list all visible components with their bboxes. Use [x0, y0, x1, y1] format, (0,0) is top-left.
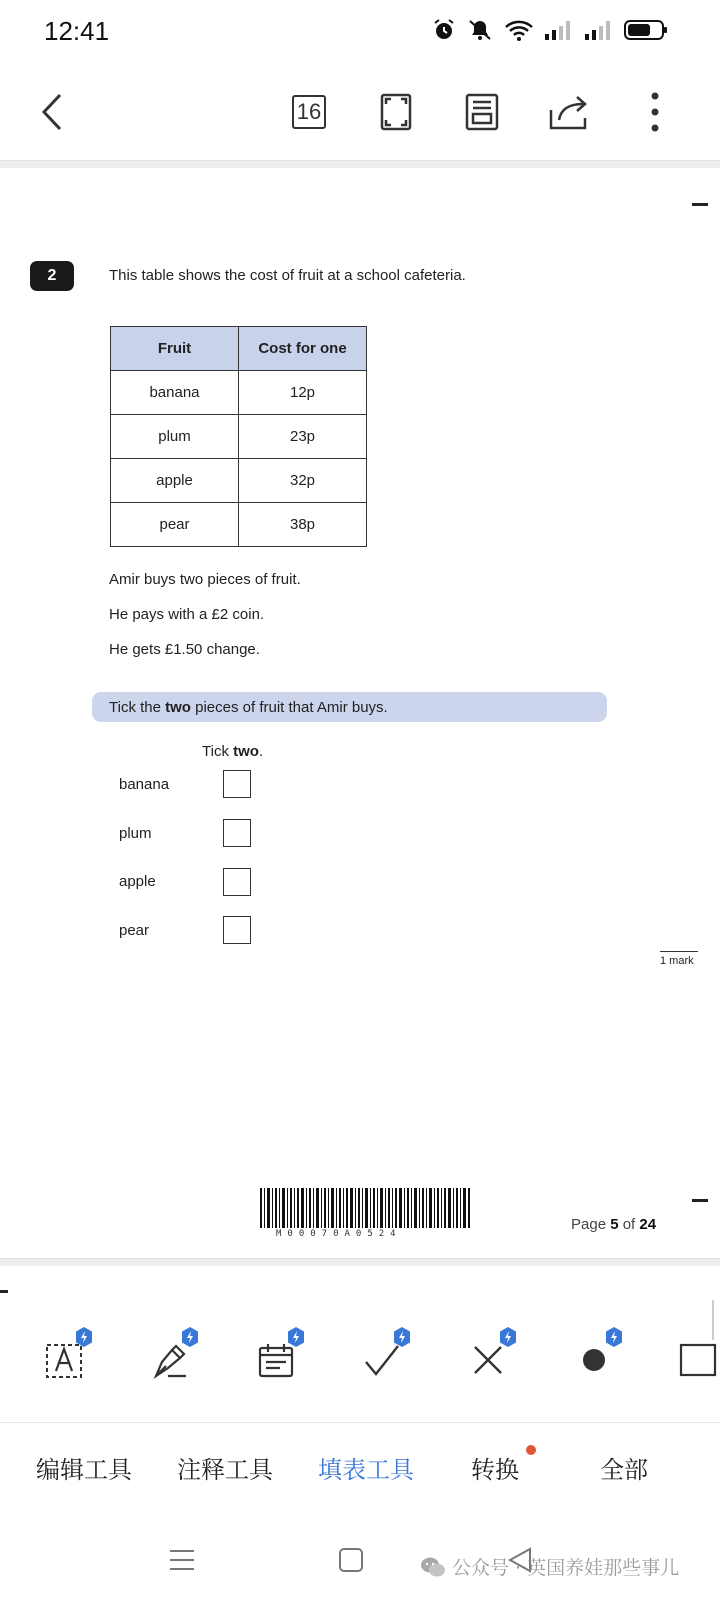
question-text: Amir buys two pieces of fruit.: [109, 571, 301, 588]
table-row: [111, 371, 367, 415]
checkbox-pear[interactable]: [223, 916, 251, 944]
table-cell: pear: [111, 503, 239, 547]
table-header-row: [111, 327, 367, 371]
instruction-text: Tick the: [109, 698, 166, 716]
instruction-text: pieces of fruit that Amir buys.: [190, 698, 388, 716]
page-count-icon: 16: [292, 95, 326, 129]
table-row: [111, 503, 367, 547]
bolt-badge-icon: [604, 1326, 624, 1348]
menu-icon: [169, 1548, 195, 1572]
bolt-badge-icon: [180, 1326, 200, 1348]
table-header: Fruit: [111, 327, 239, 371]
wechat-icon: [420, 1556, 446, 1578]
document-page[interactable]: [0, 168, 720, 1258]
notification-dot: [526, 1445, 536, 1455]
checkbox-plum[interactable]: [223, 819, 251, 847]
signal-icon: [584, 18, 614, 42]
dot-tool[interactable]: [560, 1320, 630, 1396]
category-tabs: [0, 1440, 720, 1500]
battery-icon: [624, 18, 668, 42]
checkmark-tool[interactable]: [348, 1320, 418, 1396]
page-total: 24: [639, 1216, 657, 1233]
page-count-button[interactable]: [281, 84, 337, 140]
page-current: 5: [610, 1216, 619, 1233]
table-cell: 38p: [239, 503, 367, 547]
question-number: 2: [30, 261, 74, 291]
checkbox-banana[interactable]: [223, 770, 251, 798]
table-cell: 32p: [239, 459, 367, 503]
mute-icon: [466, 18, 494, 42]
tick-text: .: [258, 743, 264, 760]
fullscreen-icon: [379, 92, 413, 132]
share-button[interactable]: [541, 84, 597, 140]
date-tool[interactable]: [242, 1320, 312, 1396]
app-toolbar: [0, 70, 720, 156]
tab-all[interactable]: 全部: [600, 1456, 648, 1484]
text-box-tool[interactable]: [30, 1320, 100, 1396]
fullscreen-button[interactable]: [368, 84, 424, 140]
page-divider: [0, 1258, 720, 1266]
tick-bold: two: [233, 743, 259, 760]
reading-mode-button[interactable]: [454, 84, 510, 140]
status-time: 12:41: [44, 16, 110, 46]
bolt-badge-icon: [74, 1326, 94, 1348]
barcode-text: M00070A0524: [276, 1229, 402, 1239]
back-button[interactable]: [24, 84, 80, 140]
tick-text: Tick: [202, 743, 234, 760]
system-navigation-bar: [0, 1525, 720, 1600]
table-cell: 23p: [239, 415, 367, 459]
more-button[interactable]: [627, 84, 683, 140]
edge-mark: [692, 203, 708, 206]
table-cell: plum: [111, 415, 239, 459]
question-intro: This table shows the cost of fruit at a school cafeteria.: [109, 267, 466, 284]
checkbox-apple[interactable]: [223, 868, 251, 896]
tab-annotation-tools[interactable]: 注释工具: [177, 1456, 273, 1484]
cross-tool[interactable]: [454, 1320, 524, 1396]
barcode: [260, 1188, 472, 1228]
form-tool-row: [0, 1320, 720, 1396]
question-text: He gets £1.50 change.: [109, 641, 260, 658]
instruction-bold: two: [165, 698, 191, 716]
tab-convert[interactable]: 转换: [471, 1456, 519, 1484]
instruction-banner: [92, 692, 607, 722]
fruit-price-table: [110, 326, 367, 547]
table-row: [111, 415, 367, 459]
edge-mark: [692, 1199, 708, 1202]
bolt-badge-icon: [286, 1326, 306, 1348]
mark-label: 1 mark: [660, 955, 694, 967]
option-label-banana: banana: [119, 776, 170, 793]
share-icon: [547, 92, 591, 132]
question-text: He pays with a £2 coin.: [109, 606, 265, 623]
tick-label: [202, 743, 263, 760]
page-text: of: [618, 1216, 640, 1233]
bolt-badge-icon: [498, 1326, 518, 1348]
tab-edit-tools[interactable]: 编辑工具: [36, 1456, 132, 1484]
table-cell: 12p: [239, 371, 367, 415]
bolt-badge-icon: [392, 1326, 412, 1348]
option-label-apple: apple: [119, 873, 156, 890]
more-vertical-icon: [650, 92, 660, 132]
table-header: Cost for one: [239, 327, 367, 371]
status-bar: [0, 0, 720, 64]
signature-tool[interactable]: [136, 1320, 206, 1396]
home-nav-button[interactable]: [326, 1535, 376, 1585]
table-cell: banana: [111, 371, 239, 415]
toolbar-divider: [0, 160, 720, 168]
wifi-icon: [504, 18, 534, 42]
rectangle-icon: [678, 1340, 718, 1380]
home-square-icon: [339, 1548, 363, 1572]
signal-icon: [544, 18, 574, 42]
table-cell: apple: [111, 459, 239, 503]
menu-nav-button[interactable]: [157, 1535, 207, 1585]
rectangle-tool[interactable]: [664, 1320, 720, 1396]
table-row: [111, 459, 367, 503]
mark-line: [660, 951, 698, 952]
watermark: [420, 1553, 679, 1580]
page-text: Page: [571, 1216, 611, 1233]
alarm-icon: [432, 18, 456, 42]
tab-form-tools[interactable]: 填表工具: [318, 1456, 414, 1484]
tool-row-divider: [0, 1422, 720, 1423]
watermark-text: 公众号 · 英国养娃那些事儿: [452, 1557, 680, 1579]
option-label-pear: pear: [119, 922, 150, 939]
back-arrow-icon: [38, 92, 66, 132]
edge-mark: [0, 1290, 8, 1293]
page-indicator: [571, 1216, 656, 1233]
status-icons: [432, 18, 668, 42]
option-label-plum: plum: [119, 825, 152, 842]
reading-mode-icon: [464, 92, 500, 132]
